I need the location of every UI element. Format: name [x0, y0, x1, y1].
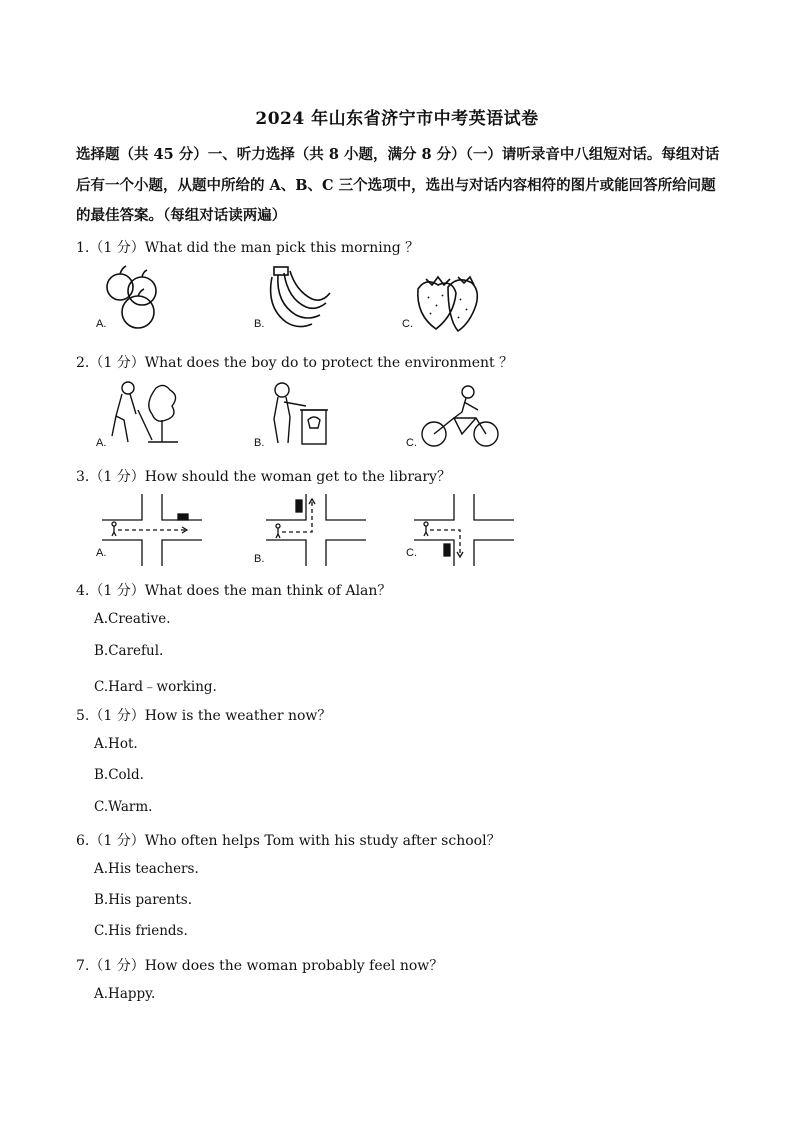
question-1-label-a: A.: [96, 318, 107, 330]
question-5-option-a: A.Hot.: [94, 736, 138, 752]
question-5-option-c: C.Warm.: [94, 799, 153, 815]
question-7: 7.（1 分）How does the woman probably feel now？: [76, 958, 444, 974]
question-2-label-c: C.: [406, 437, 417, 449]
question-5-option-b: B.Cold.: [94, 767, 144, 783]
question-5: 5.（1 分）How is the weather now？: [76, 708, 332, 724]
page-title: 2024 年山东省济宁市中考英语试卷: [255, 109, 539, 129]
question-4-option-b: B.Careful.: [94, 643, 164, 659]
question-2-label-b: B.: [254, 437, 265, 449]
question-6: 6.（1 分）Who often helps Tom with his study after school？: [76, 833, 501, 849]
route-straight-icon: [102, 494, 202, 566]
question-3-label-c: C.: [406, 547, 417, 559]
question-7-option-a: A.Happy.: [94, 986, 156, 1002]
section-intro: 选择题（共 45 分）一、听力选择（共 8 小题，满分 8 分）（一）请听录音中八组短对话。每组对话后有一个小题，从题中所给的 A、B、C 三个选项中，选出与对话内容相符的图片或能回答所给问题的最佳答案。（每组对话读两遍）: [76, 146, 720, 224]
question-1-label-c: C.: [402, 318, 413, 330]
question-4: 4.（1 分）What does the man think of Alan？: [76, 583, 392, 599]
strawberries-icon: [418, 277, 478, 331]
route-right-icon: [414, 494, 514, 566]
question-1-pictures: [94, 265, 494, 335]
question-2: 2.（1 分）What does the boy do to protect the environment ？: [76, 355, 514, 371]
question-6-option-b: B.His parents.: [94, 892, 192, 908]
question-2-label-a: A.: [96, 437, 107, 449]
bananas-icon: [271, 267, 330, 327]
question-3: 3.（1 分）How should the woman get to the library？: [76, 469, 451, 485]
planting-tree-icon: [112, 382, 178, 442]
apples-icon: [107, 266, 156, 328]
question-3-pictures: [94, 494, 514, 566]
recycling-bin-icon: [274, 383, 328, 444]
question-2-pictures: [94, 380, 504, 455]
question-6-option-a: A.His teachers.: [94, 861, 199, 877]
question-6-option-c: C.His friends.: [94, 923, 188, 939]
question-4-option-c: C.Hard﹣working.: [94, 679, 217, 695]
route-left-icon: [266, 494, 366, 566]
question-1: 1.（1 分）What did the man pick this morning ？: [76, 240, 420, 256]
riding-bike-icon: [422, 386, 498, 446]
question-3-label-a: A.: [96, 547, 107, 559]
question-4-option-a: A.Creative.: [94, 611, 171, 627]
question-1-label-b: B.: [254, 318, 265, 330]
question-3-label-b: B.: [254, 553, 265, 565]
